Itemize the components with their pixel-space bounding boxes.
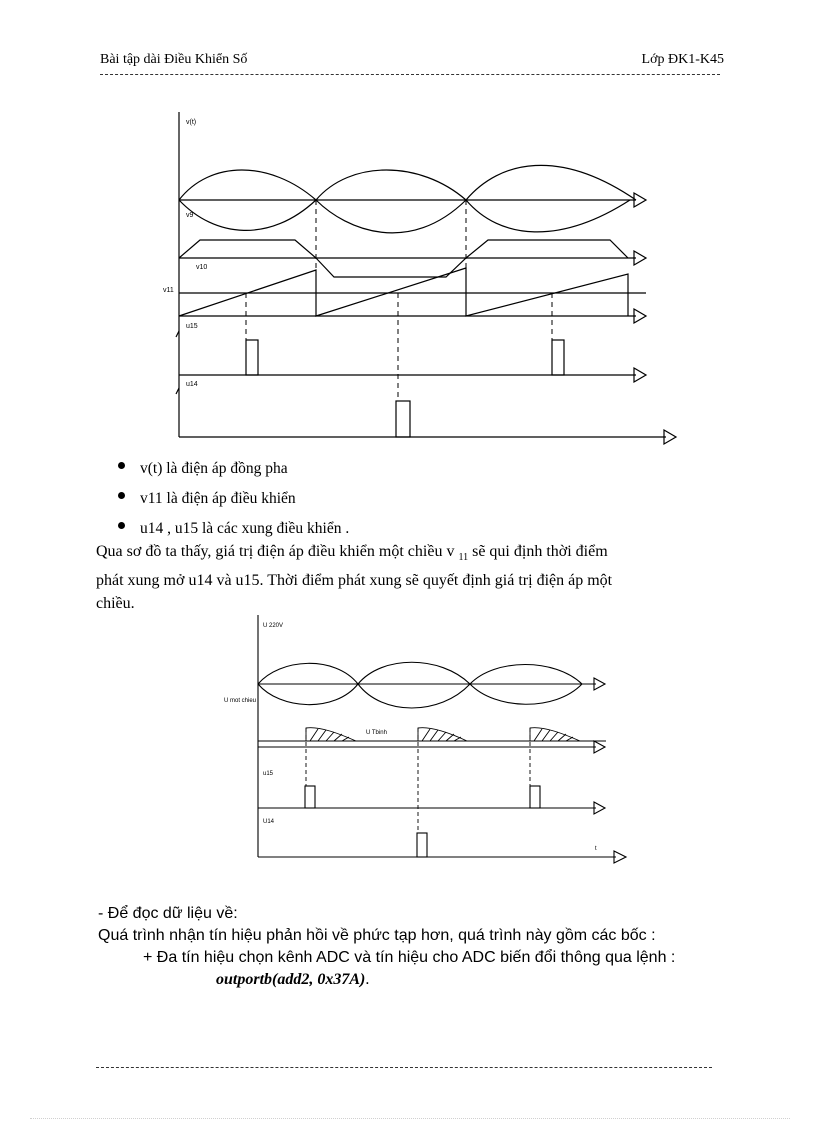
fig1-label-u14: u14 — [186, 381, 198, 388]
fig2-pulse-u15-1 — [305, 786, 315, 808]
fig2-label-t: t — [595, 846, 597, 852]
footer-divider — [96, 1067, 712, 1068]
fig2-label-u220: U 220V — [263, 623, 284, 629]
code-line: outportb(add2, 0x37A). — [216, 971, 370, 988]
fig2-curve-ac-1 — [258, 663, 582, 708]
fig1-label-v10: v10 — [196, 264, 208, 271]
fig1-curve-vt — [179, 165, 636, 233]
bullet-item: v11 là điện áp điều khiển — [118, 486, 349, 516]
waveform-figure-1 — [0, 0, 816, 450]
bullet-dot — [118, 462, 125, 469]
fig1-sawtooth — [179, 268, 628, 316]
explanation-paragraph: Qua sơ đồ ta thấy, giá trị điện áp điều khiển một chiều v $_{11}$ sẽ qui định thời điểm phát xung mở u14 và u15. Thời điểm phát xung sẽ quyết định giá trị điện áp một chiều. — [96, 543, 613, 613]
fig1-curve-v9 — [179, 170, 630, 232]
fig2-curve-ac-2 — [258, 662, 582, 704]
fig2-pulse-u14 — [417, 833, 427, 857]
page-bottom-border — [30, 1118, 790, 1119]
bullet-item: v(t) là điện áp đồng pha — [118, 456, 349, 486]
fig1-pulse-u14 — [396, 401, 410, 437]
fig2-label-u15: u15 — [263, 771, 274, 777]
fig2-label-u14: U14 — [263, 819, 275, 825]
fig1-label-vt: v(t) — [186, 119, 197, 126]
fig1-label-v9: v9 — [186, 212, 194, 219]
fig2-pulse-u15-2 — [530, 786, 540, 808]
fig1-label-u15: u15 — [186, 323, 198, 330]
header-class: Lớp ĐK1-K45 — [641, 52, 724, 67]
fig2-shaded-pulse-2 — [418, 728, 467, 741]
fig2-shaded-pulse-1 — [306, 728, 356, 741]
section-line-2: + Đa tín hiệu chọn kênh ADC và tín hiệu cho ADC biến đổi thông qua lệnh : — [143, 949, 676, 966]
bullet-item: u14 , u15 là các xung điều khiển . — [118, 516, 349, 546]
bullet-dot — [118, 522, 125, 529]
fig2-label-umotchieu: U mot chieu — [224, 698, 257, 704]
read-data-section — [98, 903, 738, 991]
fig1-pulse-u15-1 — [246, 340, 258, 375]
waveform-figure-2 — [0, 610, 816, 870]
bullet-list — [118, 456, 349, 546]
section-line-1: Quá trình nhận tín hiệu phản hồi về phức tạp hơn, quá trình này gồm các bốc : — [98, 927, 656, 944]
fig1-pulse-u15-2 — [552, 340, 564, 375]
fig1-label-v11: v11 — [163, 287, 174, 294]
fig2-label-utbinh: U Tbinh — [366, 730, 387, 736]
section-heading: - Để đọc dữ liệu về: — [98, 905, 238, 922]
header-title: Bài tập dài Điều Khiển Số — [100, 52, 248, 67]
fig2-shaded-pulse-3 — [530, 728, 580, 741]
bullet-dot — [118, 492, 125, 499]
